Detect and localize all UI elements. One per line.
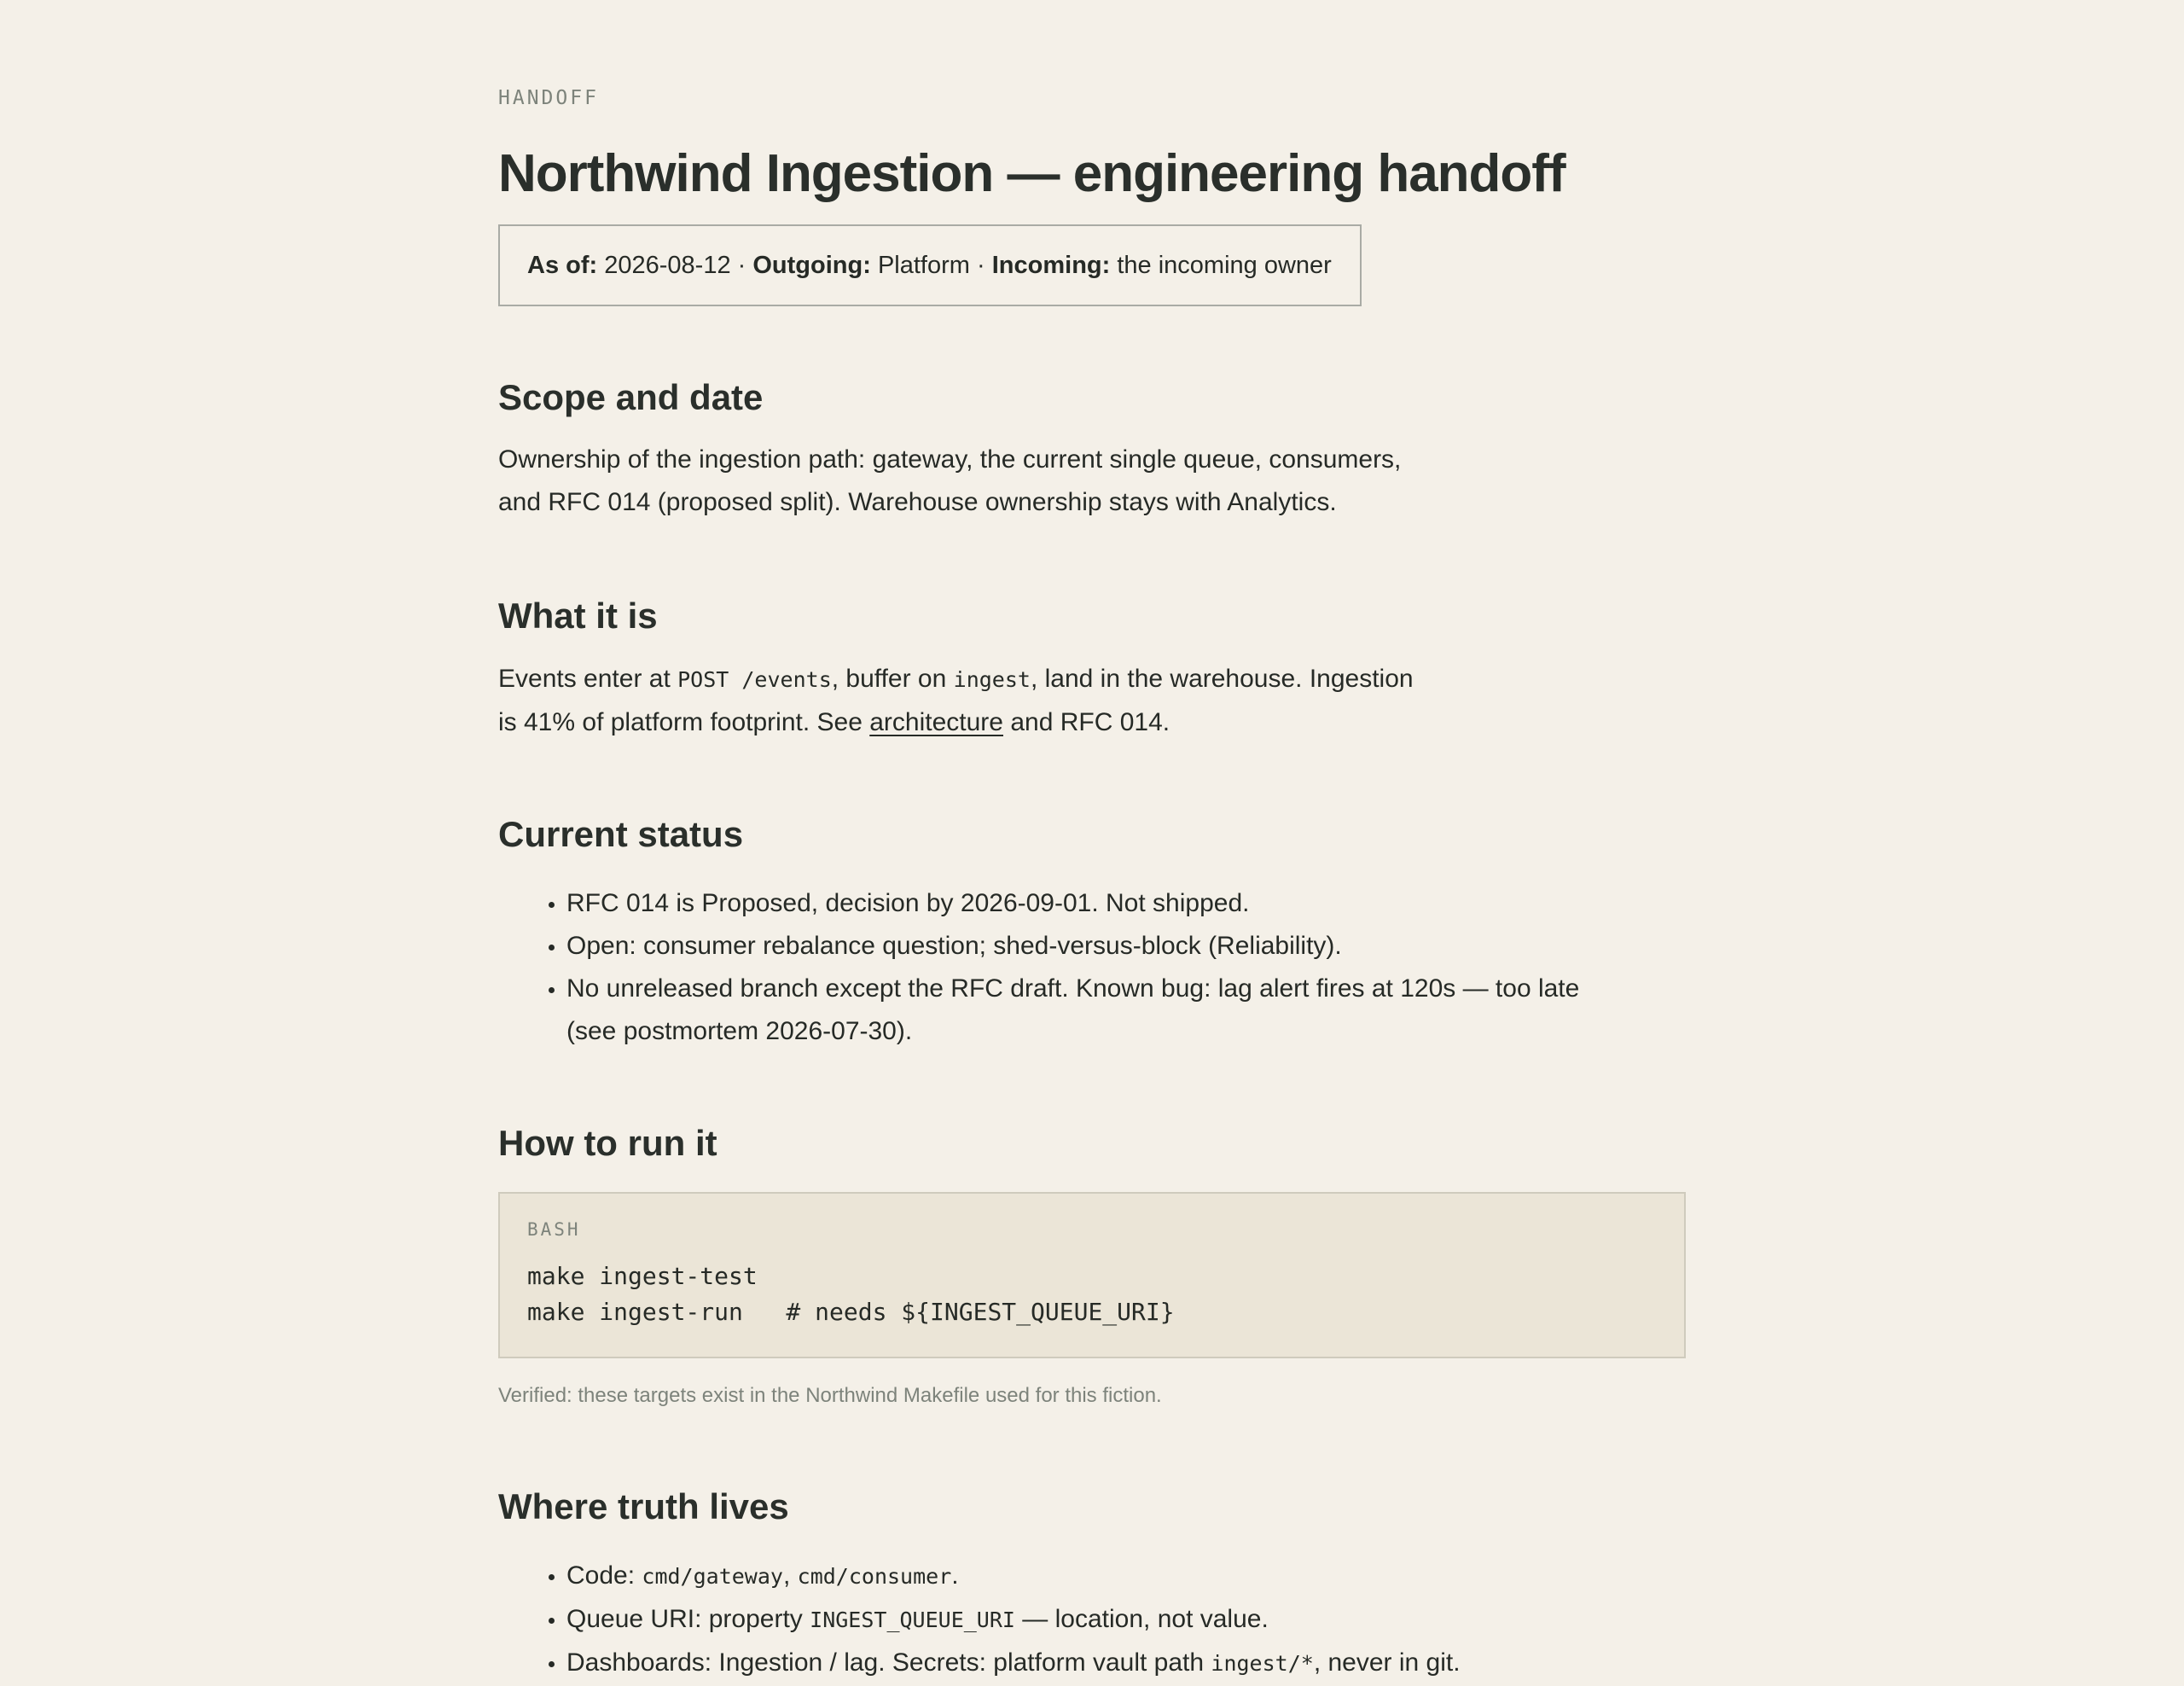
section-heading-status: Current status (498, 814, 744, 854)
section-heading-run: How to run it (498, 1123, 717, 1163)
meta-separator: · (977, 251, 985, 279)
endpoint-code: POST /events (677, 667, 832, 692)
architecture-link[interactable]: architecture (869, 708, 1003, 736)
what-line (498, 658, 1414, 701)
eyebrow-label: HANDOFF (498, 87, 599, 109)
text-fragment: Queue URI: property (566, 1605, 810, 1633)
vault-path-code: ingest/* (1211, 1651, 1314, 1676)
as-of-label: As of: (527, 251, 598, 279)
section-heading-what: What it is (498, 596, 658, 636)
what-paragraph (498, 658, 1414, 744)
incoming-label: Incoming: (991, 251, 1111, 279)
scope-paragraph (498, 439, 1401, 524)
bash-code-block[interactable] (498, 1192, 1686, 1358)
text-fragment: — location, not value. (1014, 1605, 1269, 1633)
truth-list (498, 1555, 1693, 1685)
text-fragment: . (951, 1561, 959, 1590)
text-fragment: Code: (566, 1561, 642, 1590)
page-title: Northwind Ingestion — engineering handoff (498, 144, 1565, 203)
code-language-label: BASH (527, 1219, 581, 1240)
text-fragment: , buffer on (831, 665, 954, 693)
text-fragment: Events enter at (498, 665, 678, 693)
scope-line: and RFC 014 (proposed split). Warehouse ownership stays with Analytics. (498, 488, 1337, 516)
what-line (498, 701, 1414, 744)
handoff-meta-box (498, 224, 1362, 306)
scope-line: Ownership of the ingestion path: gateway, the current single queue, consumers, (498, 445, 1402, 474)
as-of-value: 2026-08-12 (604, 251, 731, 279)
status-list (498, 882, 1693, 1053)
text-fragment: Dashboards: Ingestion / lag. Secrets: platform vault path (566, 1648, 1211, 1677)
incoming-value: the incoming owner (1117, 251, 1332, 279)
path-code: cmd/gateway (642, 1564, 783, 1589)
meta-separator: · (737, 251, 746, 279)
text-fragment: , (782, 1561, 798, 1590)
text-fragment: is 41% of platform footprint. See (498, 708, 870, 736)
section-heading-scope: Scope and date (498, 377, 764, 417)
code-line: make ingest-test (527, 1262, 758, 1290)
text-fragment: , land in the warehouse. Ingestion (1030, 665, 1414, 693)
text-fragment: and RFC 014. (1002, 708, 1170, 736)
outgoing-value: Platform (877, 251, 970, 279)
list-item (566, 1598, 1693, 1642)
list-item (566, 1642, 1693, 1685)
verification-note: Verified: these targets exist in the Northwind Makefile used for this fiction. (498, 1384, 1162, 1407)
list-item: • RFC 014 is Proposed, decision by 2026-09-01. Not shipped. (566, 882, 1693, 925)
list-item (566, 1555, 1693, 1598)
text-fragment: , never in git. (1313, 1648, 1461, 1677)
property-code: INGEST_QUEUE_URI (810, 1608, 1015, 1632)
section-heading-truth: Where truth lives (498, 1486, 789, 1526)
outgoing-label: Outgoing: (752, 251, 871, 279)
path-code: cmd/consumer (797, 1564, 952, 1589)
queue-code: ingest (953, 667, 1031, 692)
list-item: • Open: consumer rebalance question; shed-versus-block (Reliability). (566, 925, 1693, 968)
code-line: make ingest-run # needs ${INGEST_QUEUE_URI} (527, 1298, 1175, 1326)
list-item: • No unreleased branch except the RFC draft. Known bug: lag alert fires at 120s — too late (see postmortem 2026-07-30). (566, 968, 1616, 1053)
